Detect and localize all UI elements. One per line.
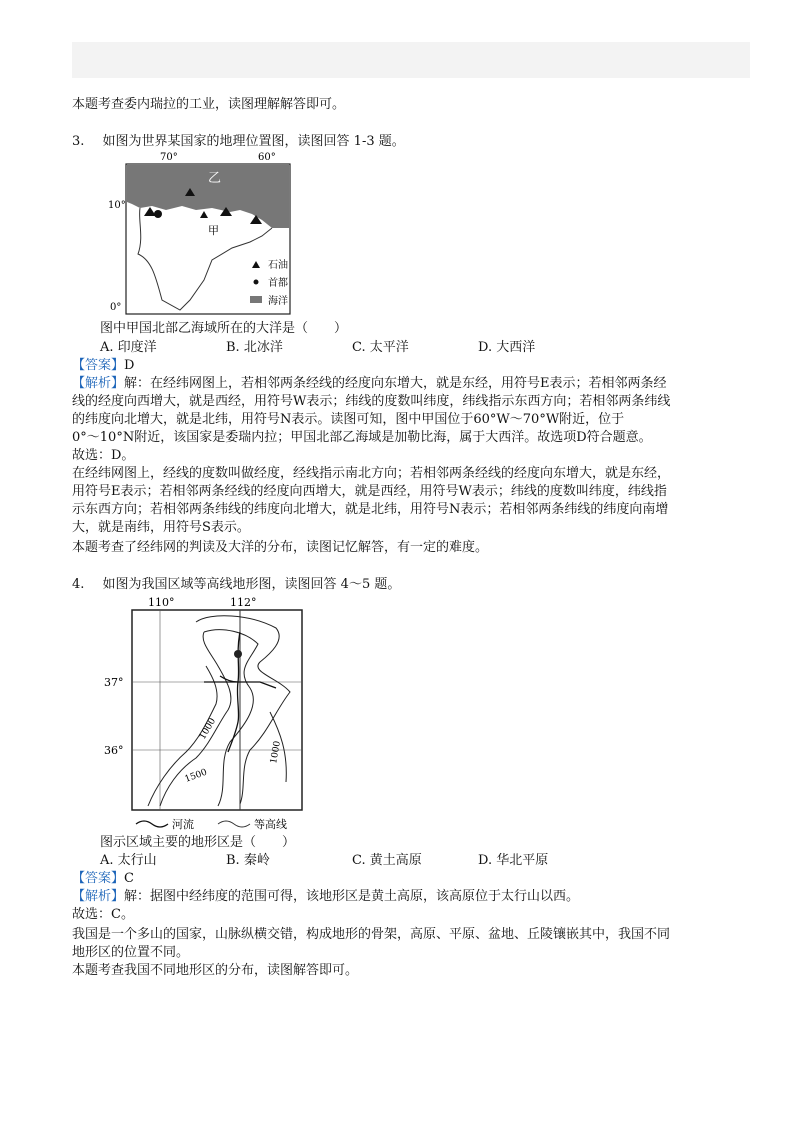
river-icon [136,821,168,827]
q4-legend-contour: 等高线 [254,818,287,831]
q3-analysis-first [72,375,667,393]
q3-analysis-line: 示东西方向；若相邻两条纬线的纬度向北增大，就是北纬，用符号N表示；若相邻两条纬线的纬度向南增 [72,502,669,517]
q4-map-frame [132,610,302,810]
q4-option-d: D. 华北平原 [478,853,549,868]
q3-analysis-line: 用符号E表示；若相邻两条经线的经度向西增大，就是西经，用符号W表示；纬线的度数叫纬度，纬线指 [72,484,667,499]
q4-number: 4. [72,577,85,592]
q3-analysis-line: 的纬度向北增大，就是北纬，用符号N表示。读图可知，图中甲国位于60°W～70°W附近，位于 [72,412,625,427]
q4-town-marker [234,650,242,658]
q4-answer-row [72,870,134,888]
q3-legend-capital: 首都 [268,278,288,289]
q3-lon-right: 60° [258,152,276,163]
q4-analysis-line: 地形区的位置不同。 [72,945,190,960]
q3-answer: D [124,358,135,373]
q3-stem-row [72,133,405,151]
q4-lat-bottom: 36° [104,744,124,757]
q3-options [100,339,535,357]
q3-lon-left: 70° [160,152,178,163]
q3-answer-row [72,357,134,375]
q3-analysis-line: 大，就是南纬，用符号S表示。 [72,520,250,535]
q4-lon-right: 112° [230,596,257,609]
q4-question: 图示区域主要的地形区是（ ） [100,835,296,850]
q4-analysis-line: 故选：C。 [72,907,134,922]
q3-legend-ocean: 海洋 [268,296,288,307]
q3-legend-oil: 石油 [268,260,288,271]
q3-analysis-line: 在经纬网图上，经线的度数叫做经度，经线指示南北方向；若相邻两条经线的经度向东增大，就是东经， [72,466,671,481]
legend-ocean-icon [250,296,262,303]
q3-analysis-line: 本题考查了经纬网的判读及大洋的分布，读图记忆解答，有一定的难度。 [72,540,489,555]
q4-analysis-first [72,888,579,906]
q4-map-figure [100,592,310,831]
q4-option-b: B. 秦岭 [226,853,270,868]
q3-country-label: 甲 [208,224,219,237]
q3-analysis-tag: 【解析】 [72,376,125,391]
q4-analysis-line: 解：据图中经纬度的范围可得，该地形区是黄土高原，该高原位于太行山以西。 [124,889,580,904]
intro-text: 本题考查委内瑞拉的工业，读图理解解答即可。 [72,97,346,112]
q3-option-a: A. 印度洋 [100,340,157,355]
q3-answer-tag: 【答案】 [72,358,125,373]
q4-answer: C [124,871,134,886]
q4-option-c: C. 黄土高原 [352,853,422,868]
q3-analysis-line: 解：在经纬网图上，若相邻两条经线的经度向东增大，就是东经，用符号E表示；若相邻两条经 [124,376,667,391]
q3-analysis-line: 0°～10°N附近，该国家是委瑞内拉；甲国北部乙海域是加勒比海，属于大西洋。故选项D符合题意。 [72,430,652,445]
q4-lat-top: 37° [104,676,124,689]
q4-answer-tag: 【答案】 [72,871,125,886]
q3-number: 3. [72,134,85,149]
q4-options [100,852,548,870]
q3-lat-top: 10° [108,200,126,211]
q4-stem: 如图为我国区域等高线地形图，读图回答 4～5 题。 [102,577,401,592]
q3-lat-bottom: 0° [110,302,122,313]
q4-analysis-line: 本题考查我国不同地形区的分布，读图解答即可。 [72,963,359,978]
q3-map-figure [108,150,302,320]
q4-analysis-tag: 【解析】 [72,889,125,904]
q3-analysis-line: 故选：D。 [72,448,135,463]
q3-question: 图中甲国北部乙海域所在的大洋是（ ） [100,321,348,336]
q4-option-a: A. 太行山 [100,853,157,868]
q4-contour-label: 1500 [183,767,209,785]
capital-dot-icon [154,210,162,218]
q4-contour-label: 1000 [269,740,283,765]
q3-analysis-line: 线的经度向西增大，就是西经，用符号W表示；纬线的度数叫纬度，纬线指示东西方向；若相邻两条纬线 [72,394,671,409]
q3-sea-label: 乙 [208,171,222,186]
contour-icon [218,821,250,827]
q3-option-b: B. 北冰洋 [226,340,283,355]
q4-lon-left: 110° [148,596,175,609]
legend-capital-icon [254,280,259,285]
q3-option-d: D. 大西洋 [478,340,536,355]
q4-legend-river: 河流 [172,818,194,831]
q3-stem: 如图为世界某国家的地理位置图，读图回答 1-3 题。 [102,134,405,149]
q3-option-c: C. 太平洋 [352,340,409,355]
header-band [72,42,750,78]
q4-contour-label: 1000 [197,716,219,742]
q4-analysis-line: 我国是一个多山的国家，山脉纵横交错，构成地形的骨架，高原、平原、盆地、丘陵镶嵌其中，我国不同 [72,927,671,942]
